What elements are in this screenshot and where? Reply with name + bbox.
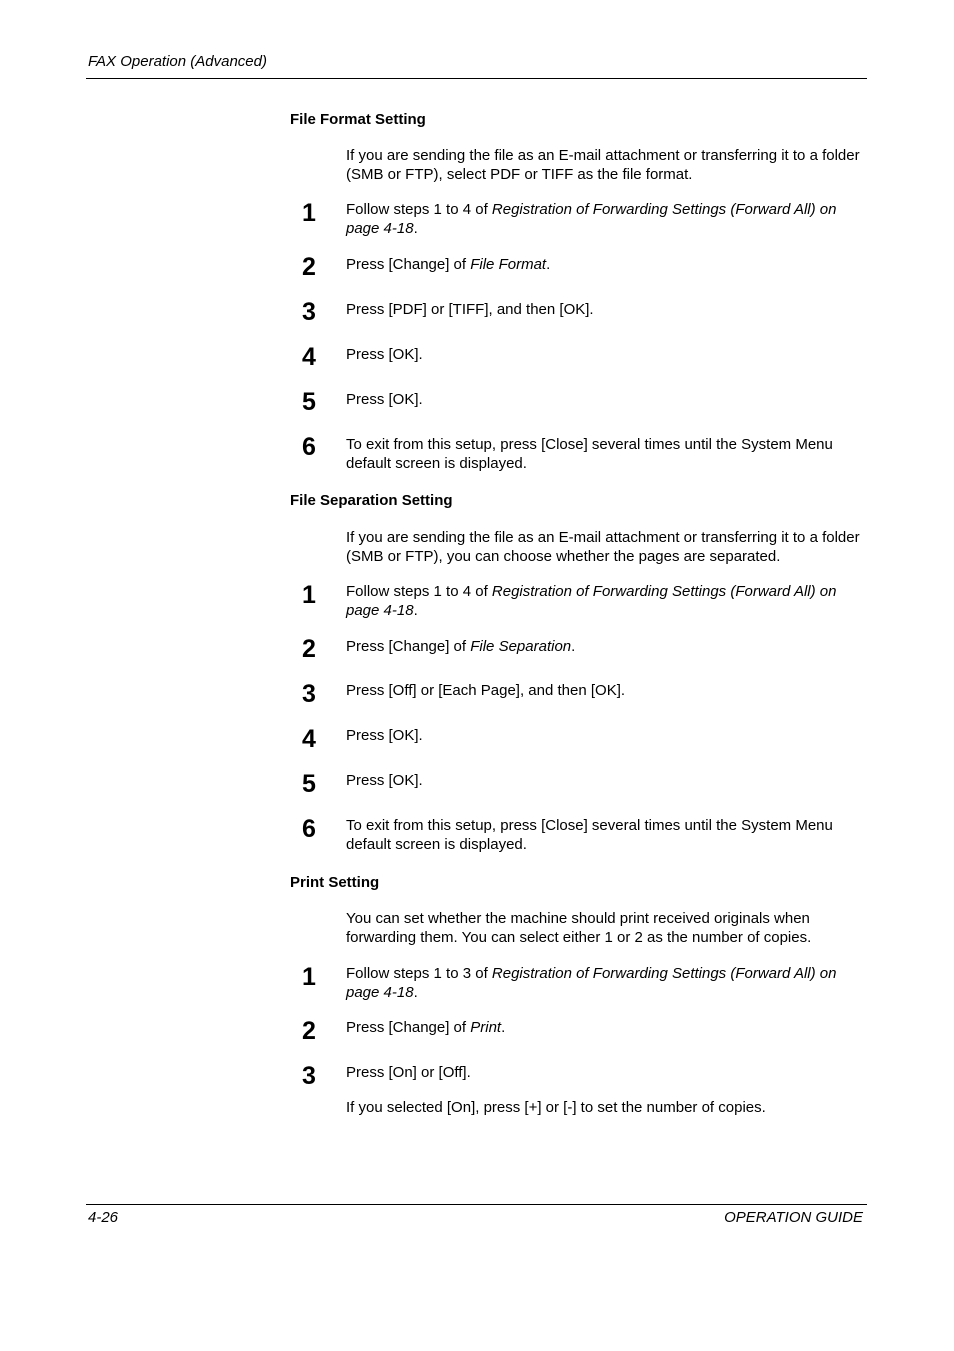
section-title-print: Print Setting	[290, 874, 380, 891]
step-text: Press [Off] or [Each Page], and then [OK].	[346, 682, 626, 699]
step-number: 6	[302, 433, 316, 461]
step-number: 4	[302, 343, 316, 371]
step-number: 4	[302, 725, 316, 753]
step-text: Follow steps 1 to 3 of Registration of Forwarding Settings (Forward All) on page 4-18.	[346, 965, 837, 1001]
step-text: Follow steps 1 to 4 of Registration of Forwarding Settings (Forward All) on page 4-18.	[346, 583, 837, 619]
section-intro: If you are sending the file as an E-mail attachment or transferring it to a folder (SMB or FTP), you can choose whether the pages are separated.	[346, 529, 860, 565]
header-divider	[86, 78, 867, 79]
step-text: Press [Change] of File Format.	[346, 256, 551, 273]
step-number: 1	[302, 581, 316, 609]
step-text: Follow steps 1 to 4 of Registration of Forwarding Settings (Forward All) on page 4-18.	[346, 201, 837, 237]
footer-divider	[86, 1204, 867, 1205]
step-number: 1	[302, 199, 316, 227]
step-number: 5	[302, 388, 316, 416]
step-number: 2	[302, 635, 316, 663]
step-number: 5	[302, 770, 316, 798]
page-number: 4-26	[88, 1209, 119, 1226]
step-text: Press [OK].	[346, 391, 423, 408]
step-text: Press [OK].	[346, 772, 423, 789]
section-title-file-separation: File Separation Setting	[290, 492, 453, 509]
step-number: 3	[302, 298, 316, 326]
section-intro: If you are sending the file as an E-mail attachment or transferring it to a folder (SMB or FTP), select PDF or TIFF as the file format.	[346, 147, 860, 183]
step-number: 6	[302, 815, 316, 843]
step-number: 1	[302, 963, 316, 991]
step-number: 3	[302, 680, 316, 708]
step-text: Press [On] or [Off].	[346, 1064, 471, 1081]
step-text: Press [Change] of File Separation.	[346, 638, 576, 655]
section-intro: You can set whether the machine should print received originals when forwarding them. You can select either 1 or 2 as the number of copies.	[346, 910, 812, 946]
step-text: To exit from this setup, press [Close] several times until the System Menu default screen is displayed.	[346, 817, 833, 853]
step-number: 3	[302, 1062, 316, 1090]
step-text: Press [OK].	[346, 346, 423, 363]
section-title-file-format: File Format Setting	[290, 111, 426, 128]
step-text: Press [Change] of Print.	[346, 1019, 506, 1036]
step-text: To exit from this setup, press [Close] several times until the System Menu default screen is displayed.	[346, 436, 833, 472]
running-header: FAX Operation (Advanced)	[88, 53, 267, 70]
guide-title: OPERATION GUIDE	[724, 1209, 863, 1226]
step-note: If you selected [On], press [+] or [-] to set the number of copies.	[346, 1099, 766, 1116]
step-text: Press [OK].	[346, 727, 423, 744]
step-number: 2	[302, 1017, 316, 1045]
step-number: 2	[302, 253, 316, 281]
step-text: Press [PDF] or [TIFF], and then [OK].	[346, 301, 594, 318]
